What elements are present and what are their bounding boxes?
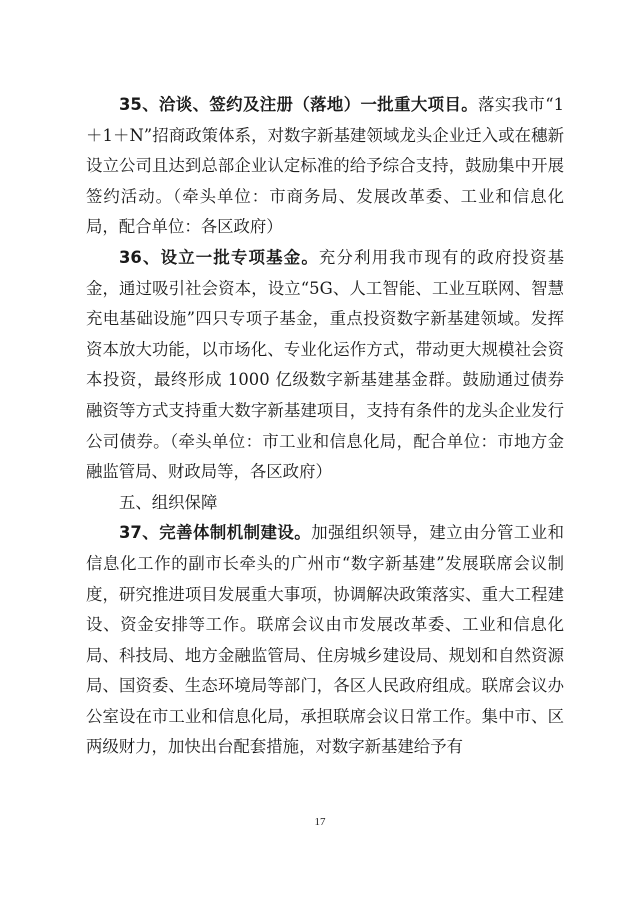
paragraph-35 xyxy=(86,90,564,243)
section-heading: 五、组织保障 xyxy=(119,492,218,512)
paragraph-37 xyxy=(86,518,564,763)
paragraph-37-heading: 37、完善体制机制建设。 xyxy=(119,523,312,543)
page-number: 17 xyxy=(314,816,326,828)
paragraph-36-text: 充分利用我市现有的政府投资基金，通过吸引社会资本，设立“5G、人工智能、工业互联网、智慧充电基础设施”四只专项子基金，重点投资数字新基建领域。发挥资本放大功能，以市场化、专业化运作方式，带动更大规模社会资本投资，最终形成 1000 亿级数字新基建基金群。鼓励通过债券融资等方式支持重大数字新基建项目，支持有条件的龙头企业发行公司债券。（牵头单位：市工业和信息化局，配合单位：市地方金融监管局、财政局等，各区政府） xyxy=(86,247,564,482)
paragraph-36 xyxy=(86,243,564,488)
document-body xyxy=(86,90,564,763)
paragraph-35-text: 落实我市“1＋1＋N”招商政策体系，对数字新基建领域龙头企业迁入或在穗新设立公司且达到总部企业认定标准的给予综合支持，鼓励集中开展签约活动。（牵头单位：市商务局、发展改革委、工业和信息化局，配合单位：各区政府） xyxy=(86,95,565,237)
paragraph-36-heading: 36、设立一批专项基金。 xyxy=(119,247,319,267)
paragraph-35-heading: 35、洽谈、签约及注册（落地）一批重大项目。 xyxy=(119,95,479,114)
paragraph-37-text: 加强组织领导，建立由分管工业和信息化工作的副市长牵头的广州市“数字新基建”发展联席会议制度，研究推进项目发展重大事项，协调解决政策落实、重大工程建设、资金安排等工作。联席会议由市发展改革委、工业和信息化局、科技局、地方金融监管局、住房城乡建设局、规划和自然资源局、国资委、生态环境局等部门，各区人民政府组成。联席会议办公室设在市工业和信息化局，承担联席会议日常工作。集中市、区两级财力，加快出台配套措施，对数字新基建给予有 xyxy=(86,523,565,757)
